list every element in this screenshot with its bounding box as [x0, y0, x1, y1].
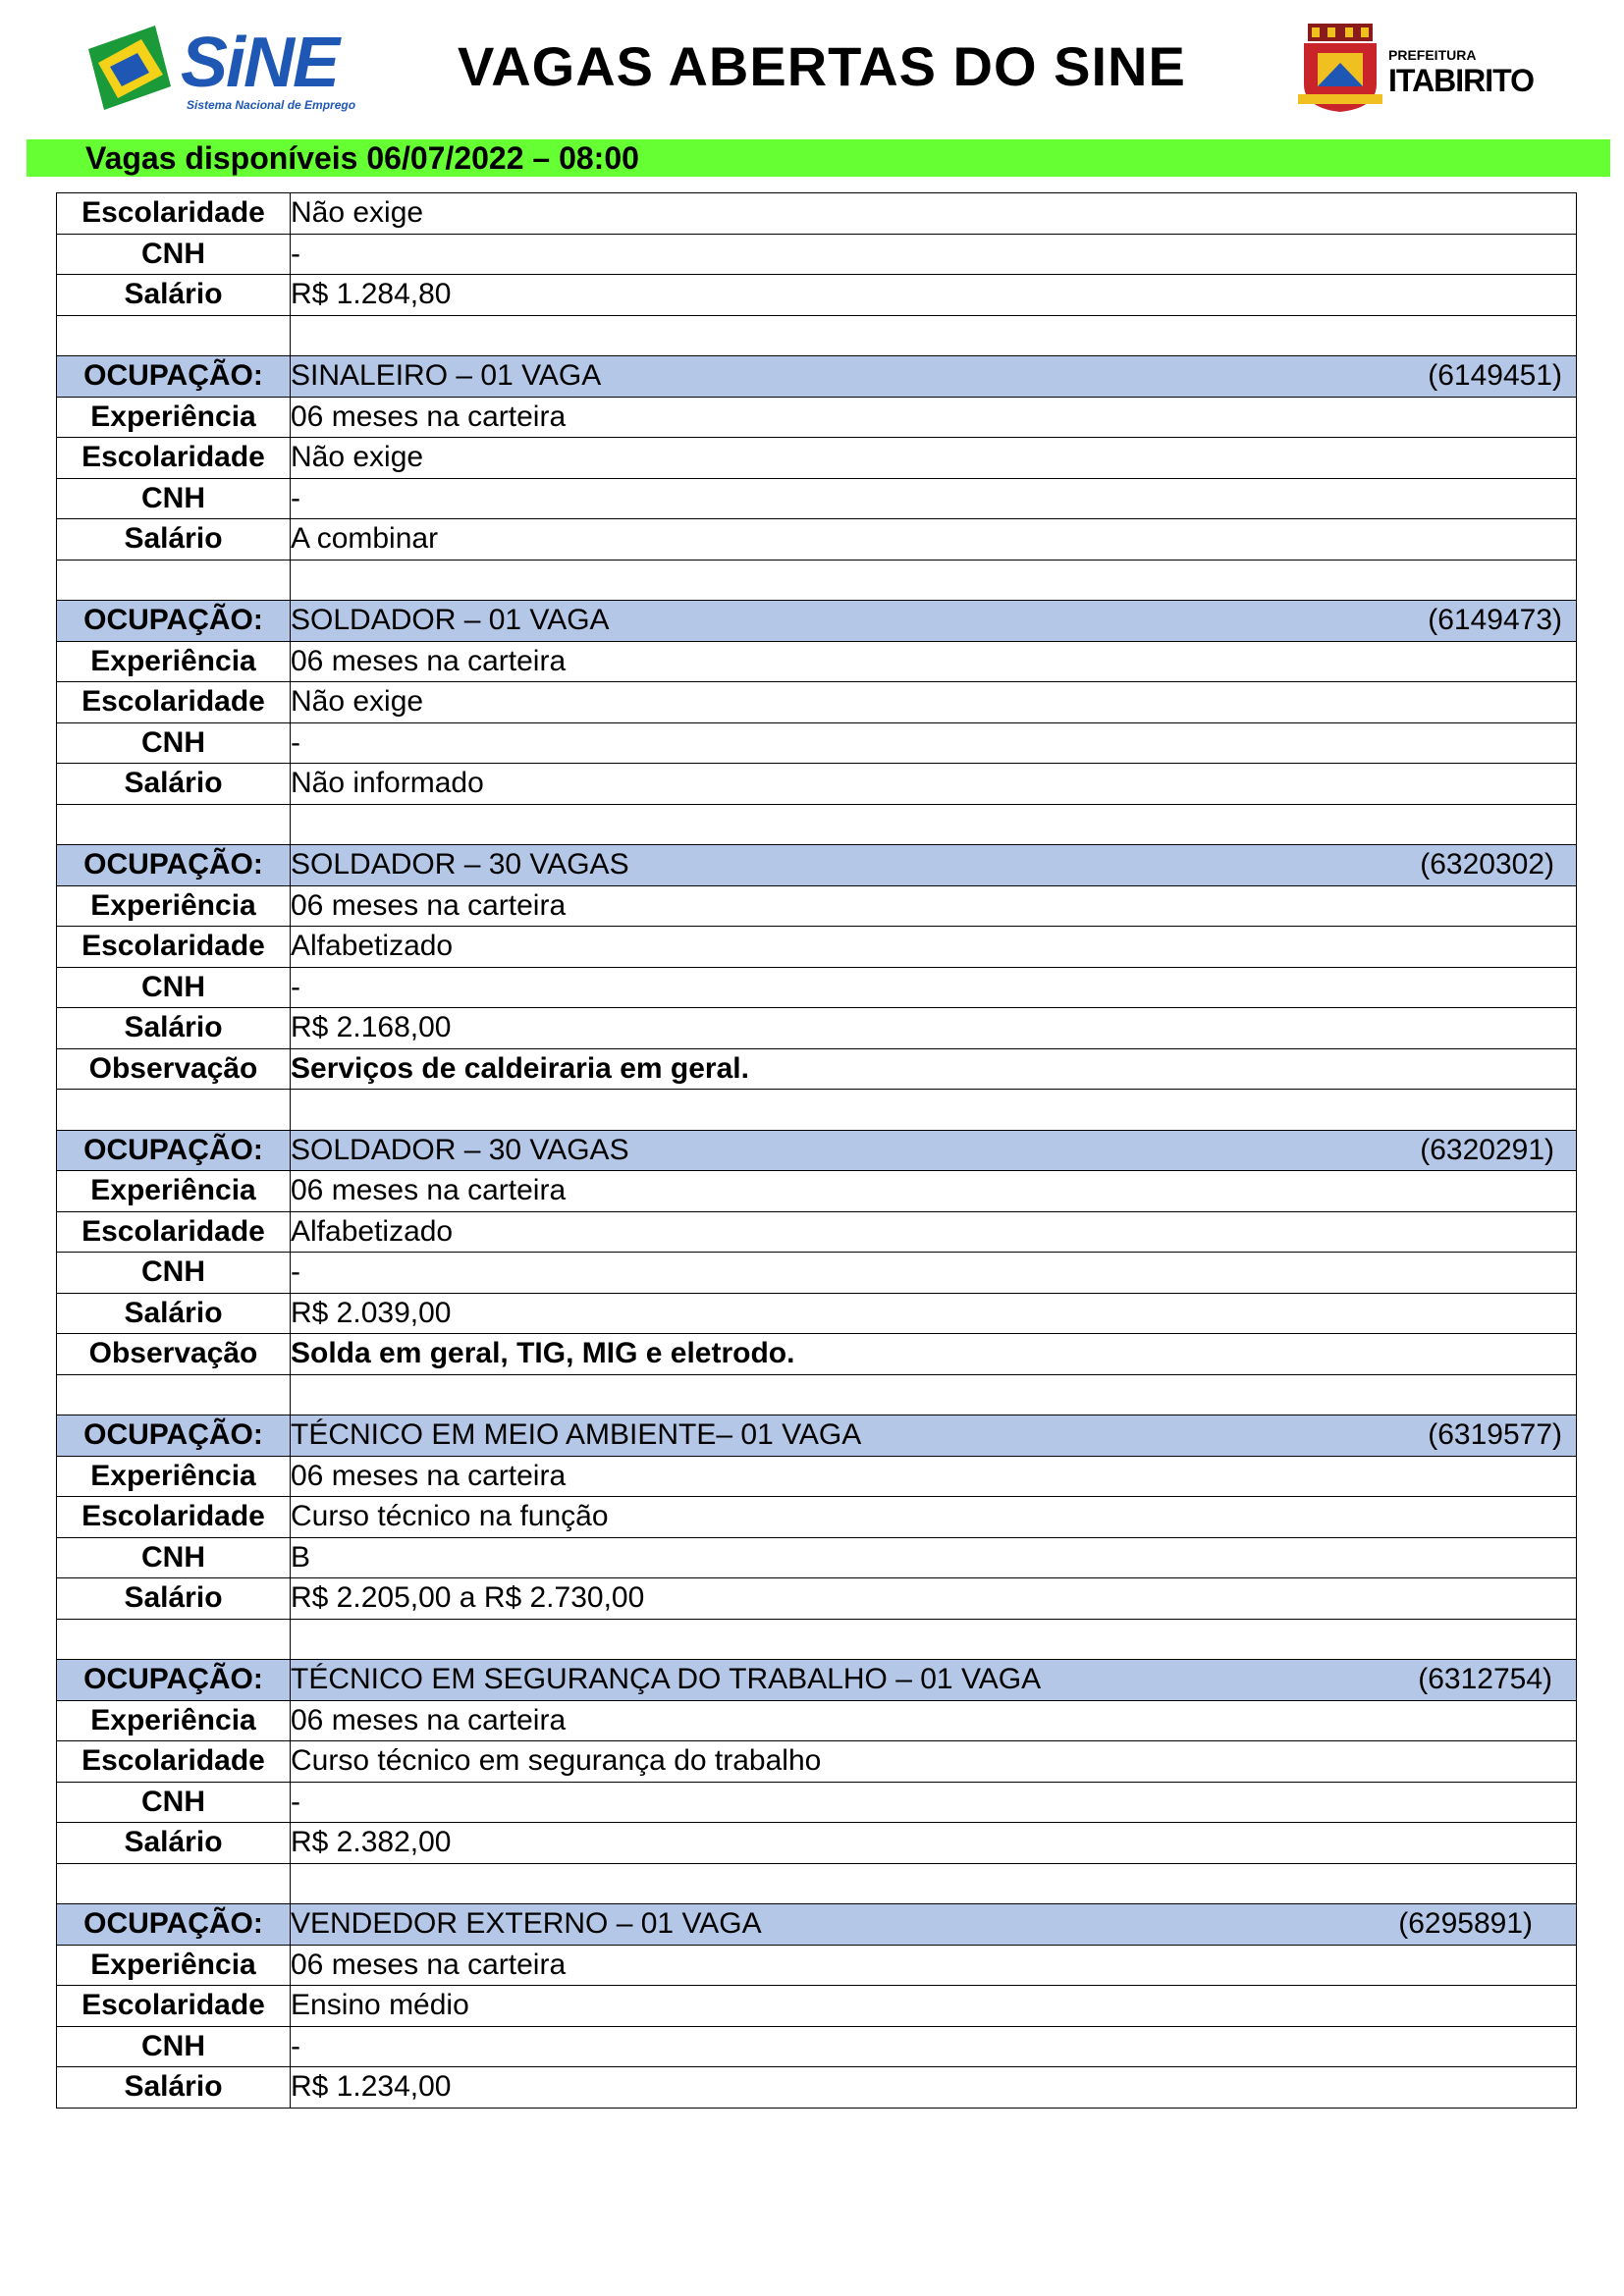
row-label: OCUPAÇÃO: — [57, 1415, 291, 1457]
spacer-row — [57, 1863, 1577, 1904]
detail-row — [57, 193, 1577, 235]
row-label: OCUPAÇÃO: — [57, 1130, 291, 1171]
row-value-cell — [291, 845, 1577, 886]
row-label: CNH — [57, 1253, 291, 1294]
row-label: Salário — [57, 1008, 291, 1049]
row-value: Curso técnico em segurança do trabalho — [291, 1744, 822, 1778]
row-value: Serviços de caldeiraria em geral. — [291, 1051, 749, 1085]
detail-row — [57, 1537, 1577, 1578]
row-value-cell — [291, 234, 1577, 275]
row-value: 06 meses na carteira — [291, 888, 567, 922]
row-value: Alfabetizado — [291, 1214, 454, 1248]
row-value-cell — [291, 1741, 1577, 1783]
occupation-row — [57, 1660, 1577, 1701]
row-value-cell — [291, 1293, 1577, 1334]
row-value-cell — [291, 722, 1577, 764]
occupation-row — [57, 1130, 1577, 1171]
row-value-cell — [291, 2067, 1577, 2109]
detail-row — [57, 1171, 1577, 1212]
row-value-cell — [291, 1578, 1577, 1620]
detail-row — [57, 1293, 1577, 1334]
row-value-cell — [291, 397, 1577, 438]
row-value: Não exige — [291, 196, 424, 230]
row-label: Salário — [57, 1578, 291, 1620]
occupation-title: SOLDADOR – 30 VAGAS — [291, 848, 629, 881]
row-value: 06 meses na carteira — [291, 1703, 567, 1736]
detail-row — [57, 1823, 1577, 1864]
row-value: - — [291, 1255, 300, 1289]
detail-row — [57, 275, 1577, 316]
row-value: B — [291, 1540, 311, 1574]
spacer-row — [57, 1619, 1577, 1660]
row-value-cell — [291, 1456, 1577, 1497]
page-title: VAGAS ABERTAS DO SINE — [458, 35, 1186, 97]
row-label: CNH — [57, 1782, 291, 1823]
detail-row — [57, 885, 1577, 927]
row-value-cell — [291, 1700, 1577, 1741]
row-value-cell — [291, 1537, 1577, 1578]
row-value-cell — [291, 1863, 1577, 1904]
row-label: Escolaridade — [57, 1986, 291, 2027]
detail-row — [57, 1008, 1577, 1049]
row-label — [57, 315, 291, 356]
row-label: CNH — [57, 234, 291, 275]
detail-row — [57, 722, 1577, 764]
detail-row — [57, 1945, 1577, 1986]
row-value-cell — [291, 1619, 1577, 1660]
detail-row — [57, 682, 1577, 723]
detail-row — [57, 1048, 1577, 1090]
row-label: CNH — [57, 1537, 291, 1578]
occupation-code: (6312754) — [1418, 1663, 1552, 1695]
row-label: Salário — [57, 2067, 291, 2109]
occupation-row — [57, 1904, 1577, 1946]
row-label — [57, 560, 291, 601]
row-value-cell — [291, 560, 1577, 601]
row-value: Alfabetizado — [291, 930, 454, 963]
row-label: CNH — [57, 2026, 291, 2067]
row-label: Escolaridade — [57, 438, 291, 479]
detail-row — [57, 1700, 1577, 1741]
row-label: Escolaridade — [57, 193, 291, 235]
banner-text: Vagas disponíveis 06/07/2022 – 08:00 — [85, 140, 639, 176]
row-value-cell — [291, 1008, 1577, 1049]
occupation-row — [57, 845, 1577, 886]
detail-row — [57, 1782, 1577, 1823]
row-value-cell — [291, 1171, 1577, 1212]
row-label: Escolaridade — [57, 927, 291, 968]
row-value-cell — [291, 438, 1577, 479]
row-label: Salário — [57, 1293, 291, 1334]
spacer-row — [57, 1090, 1577, 1131]
detail-row — [57, 927, 1577, 968]
occupation-title: TÉCNICO EM MEIO AMBIENTE– 01 VAGA — [291, 1418, 862, 1452]
detail-row — [57, 1497, 1577, 1538]
occupation-title: SOLDADOR – 30 VAGAS — [291, 1133, 629, 1166]
occupation-code: (6320291) — [1420, 1133, 1554, 1166]
row-value-cell — [291, 1048, 1577, 1090]
row-value-cell — [291, 2026, 1577, 2067]
detail-row — [57, 1986, 1577, 2027]
row-value: R$ 2.168,00 — [291, 1011, 452, 1044]
prefeitura-logo — [1298, 24, 1543, 118]
occupation-title: SINALEIRO – 01 VAGA — [291, 359, 602, 393]
city-coat-of-arms-icon — [1298, 24, 1382, 114]
row-label: OCUPAÇÃO: — [57, 601, 291, 642]
row-value: - — [291, 725, 300, 759]
row-value-cell — [291, 967, 1577, 1008]
detail-row — [57, 397, 1577, 438]
row-value-cell — [291, 519, 1577, 561]
occupation-title: TÉCNICO EM SEGURANÇA DO TRABALHO – 01 VAGA — [291, 1663, 1042, 1696]
spacer-row — [57, 315, 1577, 356]
row-value: 06 meses na carteira — [291, 644, 567, 677]
spacer-row — [57, 1374, 1577, 1415]
row-value-cell — [291, 1253, 1577, 1294]
row-value-cell — [291, 1497, 1577, 1538]
row-value-cell — [291, 927, 1577, 968]
row-value-cell — [291, 1945, 1577, 1986]
row-label: Observação — [57, 1048, 291, 1090]
row-value-cell — [291, 1334, 1577, 1375]
row-value: Não exige — [291, 685, 424, 719]
occupation-code: (6320302) — [1420, 848, 1554, 881]
row-label: Observação — [57, 1334, 291, 1375]
row-value: R$ 2.205,00 a R$ 2.730,00 — [291, 1581, 645, 1615]
row-label: Experiência — [57, 1945, 291, 1986]
occupation-code: (6319577) — [1428, 1418, 1562, 1451]
row-label: OCUPAÇÃO: — [57, 356, 291, 398]
row-value-cell — [291, 478, 1577, 519]
row-value-cell — [291, 885, 1577, 927]
row-value: 06 meses na carteira — [291, 1948, 567, 1981]
brazil-flag-icon — [84, 24, 175, 112]
row-value: R$ 2.039,00 — [291, 1296, 452, 1329]
row-value-cell — [291, 1415, 1577, 1457]
detail-row — [57, 764, 1577, 805]
spacer-row — [57, 560, 1577, 601]
detail-row — [57, 1578, 1577, 1620]
row-value-cell — [291, 1090, 1577, 1131]
row-label: Escolaridade — [57, 1211, 291, 1253]
row-value: - — [291, 1785, 300, 1818]
row-value: Solda em geral, TIG, MIG e eletrodo. — [291, 1337, 795, 1370]
row-value: 06 meses na carteira — [291, 400, 567, 433]
row-label: Experiência — [57, 885, 291, 927]
detail-row — [57, 438, 1577, 479]
row-value: Não exige — [291, 441, 424, 474]
row-label: Experiência — [57, 1456, 291, 1497]
row-label — [57, 804, 291, 845]
sine-logo-subtitle: Sistema Nacional de Emprego — [187, 98, 356, 112]
row-value: Ensino médio — [291, 1989, 469, 2022]
row-label: OCUPAÇÃO: — [57, 1904, 291, 1946]
detail-row — [57, 1334, 1577, 1375]
row-value: - — [291, 970, 300, 1003]
row-value-cell — [291, 356, 1577, 398]
row-label: Experiência — [57, 1700, 291, 1741]
row-value: - — [291, 481, 300, 514]
detail-row — [57, 967, 1577, 1008]
occupation-title: VENDEDOR EXTERNO – 01 VAGA — [291, 1907, 762, 1941]
row-value-cell — [291, 1904, 1577, 1946]
row-label: OCUPAÇÃO: — [57, 845, 291, 886]
occupation-code: (6149473) — [1428, 604, 1562, 636]
row-label: OCUPAÇÃO: — [57, 1660, 291, 1701]
occupation-row — [57, 1415, 1577, 1457]
detail-row — [57, 478, 1577, 519]
row-value-cell — [291, 1374, 1577, 1415]
row-label: Salário — [57, 1823, 291, 1864]
row-label: Experiência — [57, 641, 291, 682]
row-value-cell — [291, 601, 1577, 642]
row-label: Salário — [57, 764, 291, 805]
detail-row — [57, 2067, 1577, 2109]
detail-row — [57, 1456, 1577, 1497]
detail-row — [57, 1253, 1577, 1294]
row-label: Escolaridade — [57, 1741, 291, 1783]
row-value: R$ 1.234,00 — [291, 2070, 452, 2104]
row-label: Escolaridade — [57, 682, 291, 723]
sine-logo — [84, 24, 359, 114]
row-value: R$ 1.284,80 — [291, 278, 452, 311]
prefeitura-name: ITABIRITO — [1388, 63, 1535, 98]
detail-row — [57, 1741, 1577, 1783]
occupation-code: (6149451) — [1428, 359, 1562, 392]
row-value: - — [291, 237, 300, 270]
row-value: Não informado — [291, 767, 484, 800]
row-label — [57, 1863, 291, 1904]
detail-row — [57, 1211, 1577, 1253]
row-value-cell — [291, 1782, 1577, 1823]
spacer-row — [57, 804, 1577, 845]
row-value-cell — [291, 275, 1577, 316]
row-label: Experiência — [57, 1171, 291, 1212]
row-label: Experiência — [57, 397, 291, 438]
page-header — [0, 0, 1624, 137]
row-value: - — [291, 2029, 300, 2062]
occupation-row — [57, 356, 1577, 398]
detail-row — [57, 641, 1577, 682]
occupation-title: SOLDADOR – 01 VAGA — [291, 604, 610, 637]
row-value-cell — [291, 193, 1577, 235]
row-label: Salário — [57, 275, 291, 316]
prefeitura-label: PREFEITURA — [1388, 47, 1477, 63]
row-value-cell — [291, 1986, 1577, 2027]
row-value-cell — [291, 1823, 1577, 1864]
row-value-cell — [291, 682, 1577, 723]
row-label — [57, 1619, 291, 1660]
row-label: CNH — [57, 967, 291, 1008]
date-banner — [27, 139, 1610, 177]
row-value: 06 meses na carteira — [291, 1459, 567, 1492]
row-value-cell — [291, 641, 1577, 682]
row-label: CNH — [57, 722, 291, 764]
row-value: Curso técnico na função — [291, 1500, 609, 1533]
row-label: Escolaridade — [57, 1497, 291, 1538]
jobs-table-body — [57, 193, 1577, 2109]
row-value-cell — [291, 1660, 1577, 1701]
row-value-cell — [291, 315, 1577, 356]
row-value-cell — [291, 1130, 1577, 1171]
sine-logo-text: SiNE — [181, 24, 339, 102]
row-value-cell — [291, 804, 1577, 845]
detail-row — [57, 2026, 1577, 2067]
detail-row — [57, 234, 1577, 275]
row-label: Salário — [57, 519, 291, 561]
jobs-table — [56, 192, 1577, 2109]
row-value: 06 meses na carteira — [291, 1174, 567, 1207]
occupation-row — [57, 601, 1577, 642]
row-value: A combinar — [291, 522, 439, 556]
row-value-cell — [291, 764, 1577, 805]
occupation-code: (6295891) — [1398, 1907, 1533, 1940]
row-label — [57, 1374, 291, 1415]
row-label: CNH — [57, 478, 291, 519]
row-label — [57, 1090, 291, 1131]
row-value-cell — [291, 1211, 1577, 1253]
row-value: R$ 2.382,00 — [291, 1826, 452, 1859]
detail-row — [57, 519, 1577, 561]
